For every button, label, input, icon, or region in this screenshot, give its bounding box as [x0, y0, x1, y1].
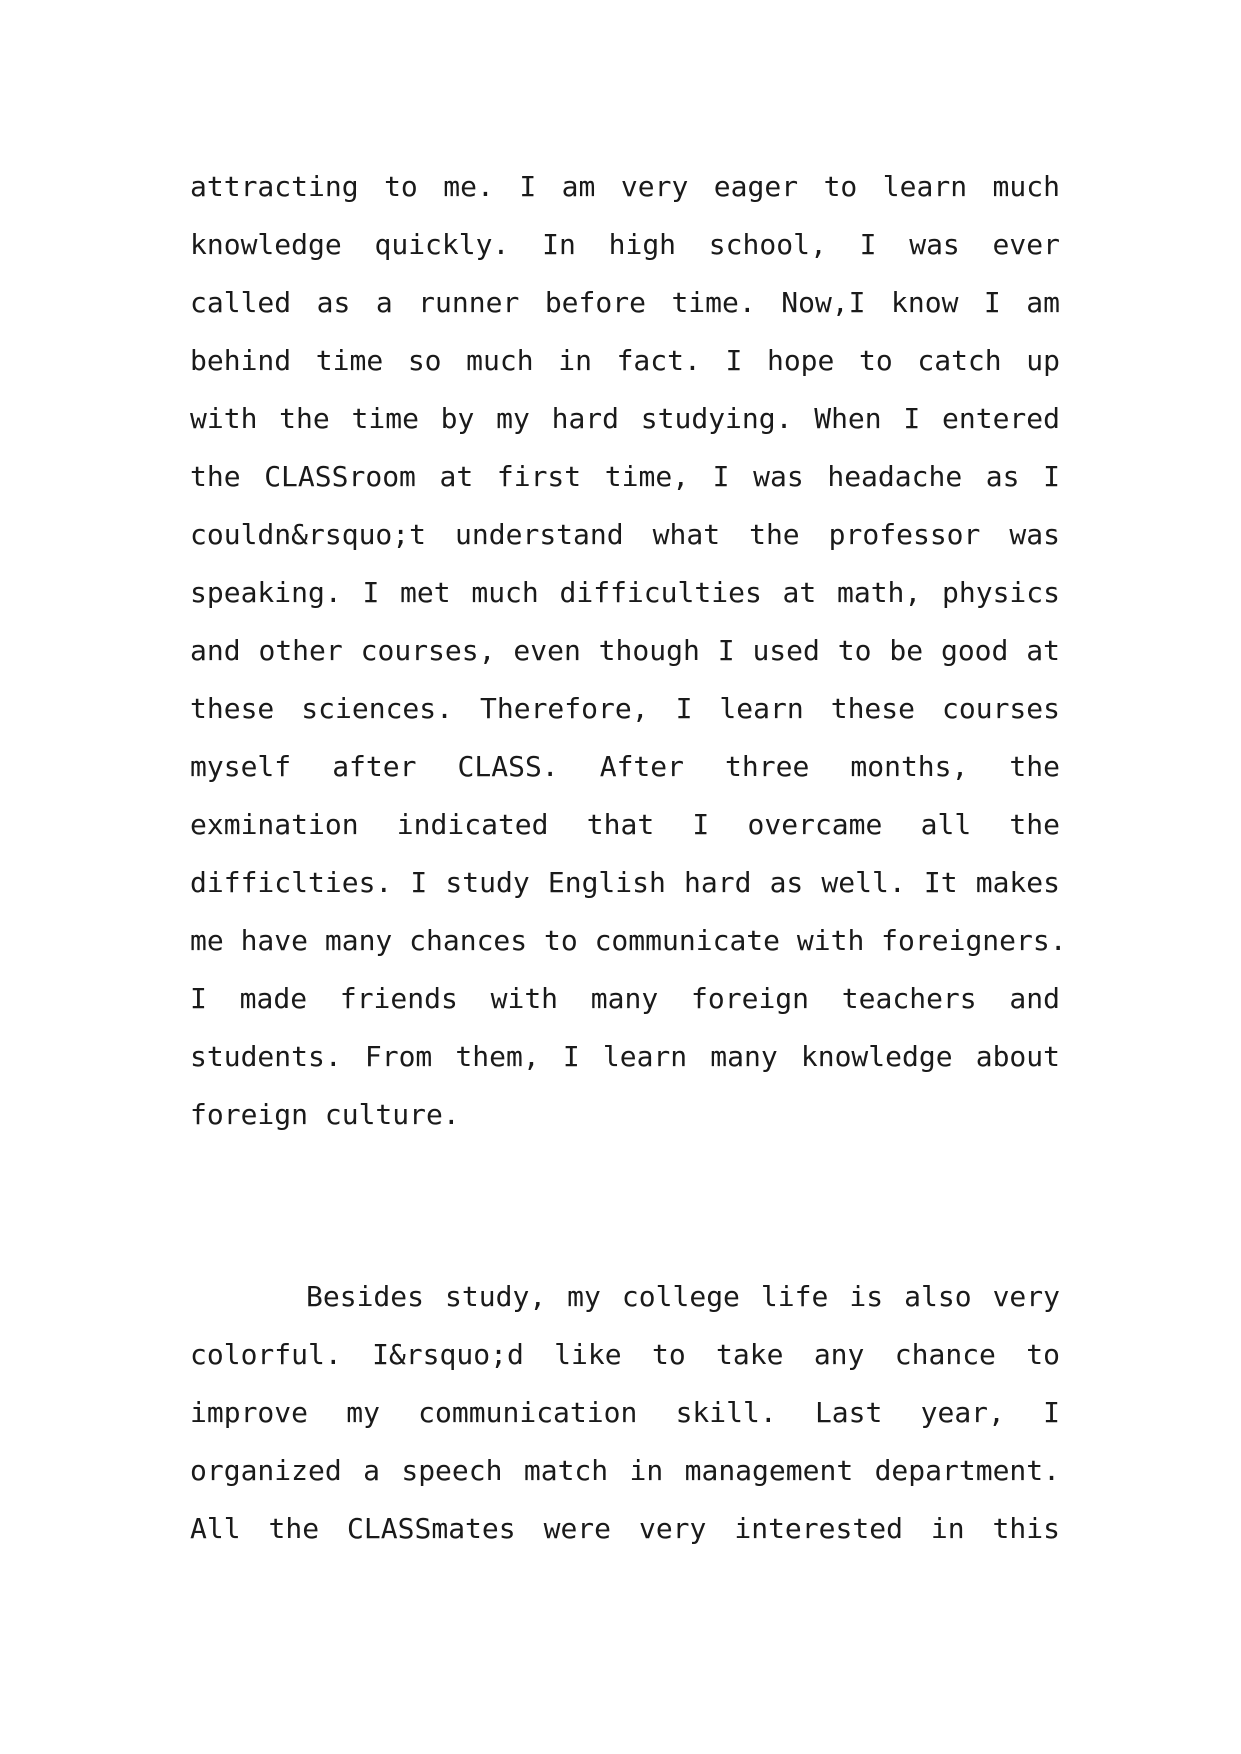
text-line: difficlties. I study English hard as well. It makes — [190, 866, 1060, 899]
text-line: me have many chances to communicate with foreigners. — [190, 924, 1067, 957]
text-line: called as a runner before time. Now,I know I am — [190, 286, 1060, 319]
text-line: myself after CLASS. After three months, the — [190, 750, 1060, 783]
paragraph-2 — [190, 1268, 1060, 1558]
text-line: I made friends with many foreign teachers and — [190, 982, 1060, 1015]
text-line: speaking. I met much difficulties at math, physics — [190, 576, 1060, 609]
text-line: with the time by my hard studying. When I entered — [190, 402, 1060, 435]
text-line: Besides study, my college life is also very — [306, 1280, 1060, 1313]
text-line: behind time so much in fact. I hope to catch up — [190, 344, 1060, 377]
text-line: colorful. I&rsquo;d like to take any chance to — [190, 1338, 1060, 1371]
text-line: attracting to me. I am very eager to learn much — [190, 170, 1060, 203]
text-line: the CLASSroom at first time, I was headache as I — [190, 460, 1060, 493]
text-line: knowledge quickly. In high school, I was ever — [190, 228, 1060, 261]
text-line: students. From them, I learn many knowledge about — [190, 1040, 1060, 1073]
text-line: organized a speech match in management department. — [190, 1454, 1060, 1487]
paragraph-1 — [190, 158, 1067, 1144]
text-line: foreign culture. — [190, 1098, 460, 1131]
text-line: these sciences. Therefore, I learn these courses — [190, 692, 1060, 725]
text-line: exmination indicated that I overcame all the — [190, 808, 1060, 841]
text-line: improve my communication skill. Last year, I — [190, 1396, 1060, 1429]
text-line: couldn&rsquo;t understand what the professor was — [190, 518, 1060, 551]
text-line: All the CLASSmates were very interested in this — [190, 1512, 1060, 1545]
text-line: and other courses, even though I used to be good at — [190, 634, 1060, 667]
